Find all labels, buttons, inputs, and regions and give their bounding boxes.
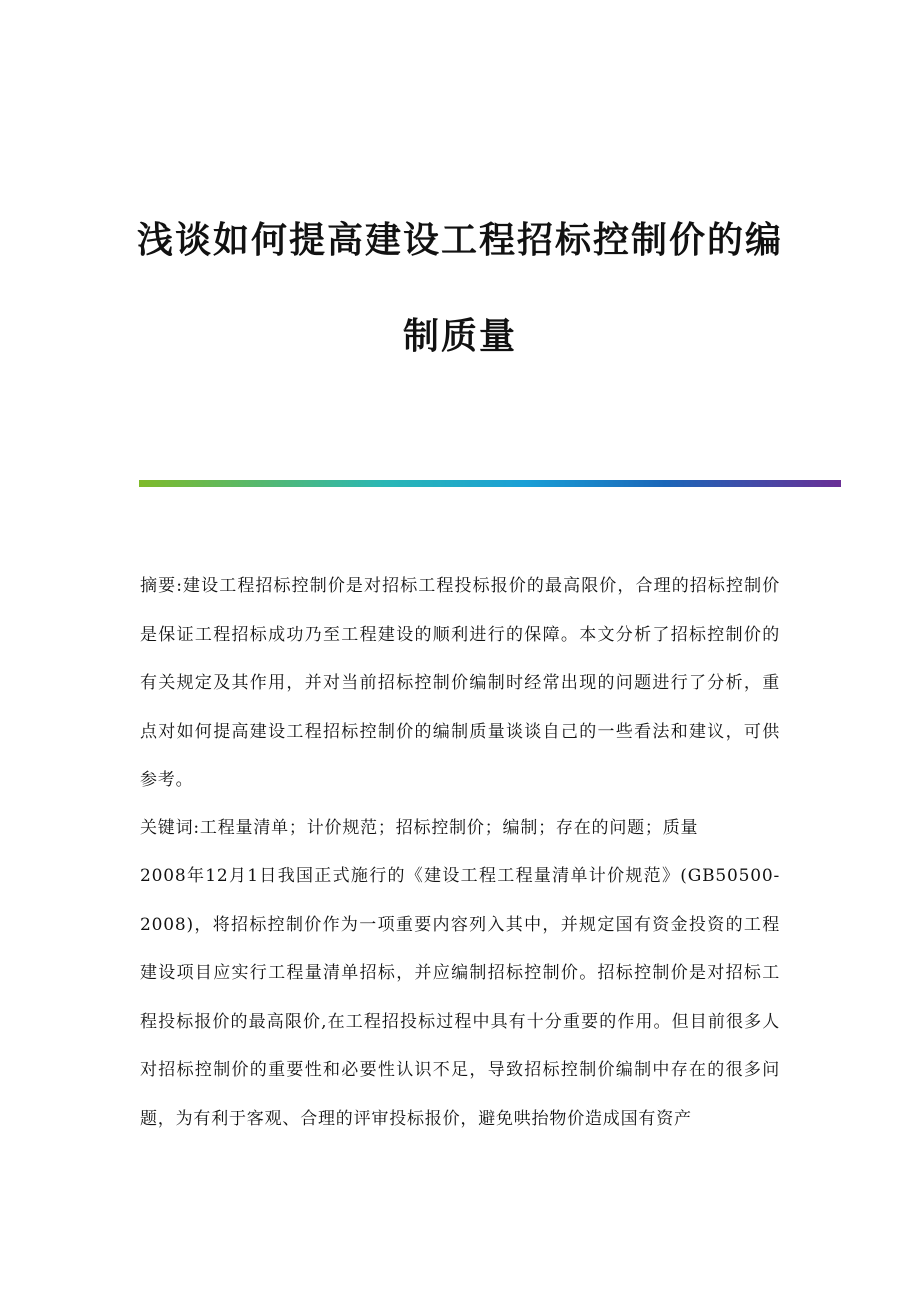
gradient-divider bbox=[139, 480, 841, 487]
body-paragraph: 2008年12月1日我国正式施行的《建设工程工程量清单计价规范》(GB50500-2008)，将招标控制价作为一项重要内容列入其中，并规定国有资金投资的工程建设项目应实行工程量清单招标，并应编制招标控制价。招标控制价是对招标工程投标报价的最高限价,在工程招投标过程中具有十分重要的作用。但目前很多人对招标控制价的重要性和必要性认识不足，导致招标控制价编制中存在的很多问题，为有利于客观、合理的评审投标报价，避免哄抬物价造成国有资产 bbox=[140, 866, 780, 1129]
abstract-paragraph: 摘要:建设工程招标控制价是对招标工程投标报价的最高限价，合理的招标控制价是保证工程招标成功乃至工程建设的顺利进行的保障。本文分析了招标控制价的有关规定及其作用，并对当前招标控制价编制时经常出现的问题进行了分析，重点对如何提高建设工程招标控制价的编制质量谈谈自己的一些看法和建议，可供参考。 bbox=[140, 576, 780, 790]
document-title-line-1: 浅谈如何提高建设工程招标控制价的编 bbox=[136, 219, 783, 261]
document-title-line-2: 制质量 bbox=[402, 315, 517, 357]
keywords-paragraph: 关键词:工程量清单；计价规范；招标控制价；编制；存在的问题；质量 bbox=[140, 818, 699, 838]
